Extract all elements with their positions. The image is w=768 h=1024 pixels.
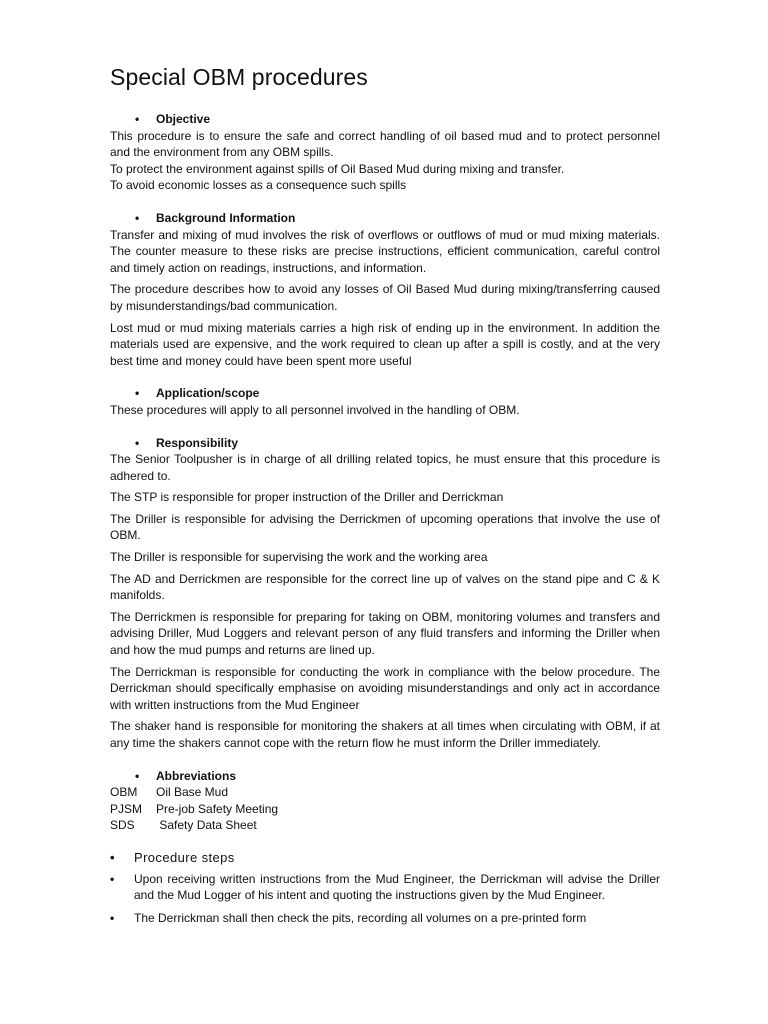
section-heading-abbreviations: • Abbreviations	[110, 768, 660, 785]
section-heading-background: • Background Information	[110, 210, 660, 227]
procedure-step: • The Derrickman shall then check the pits, recording all volumes on a pre-printed form	[110, 910, 587, 925]
abbreviation-value: Pre-job Safety Meeting	[156, 801, 279, 816]
scope-paragraph: These procedures will apply to all personnel involved in the handling of OBM.	[110, 402, 520, 417]
section-heading-objective: • Objective	[110, 111, 660, 128]
background-paragraph: The procedure describes how to avoid any losses of Oil Based Mud during mixing/transferring caused by misunderstandings/bad communication.	[110, 282, 660, 313]
abbreviation-value: Safety Data Sheet	[156, 818, 257, 833]
responsibility-paragraph: The Driller is responsible for advising the Derrickmen of upcoming operations that involve the use of OBM.	[110, 511, 660, 543]
background-paragraph: Transfer and mixing of mud involves the risk of overflows or outflows of mud or mud mixing materials. The counter measure to these risks are precise instructions, efficient communication, careful control and timely action on readings, instructions, and information.	[110, 227, 660, 275]
procedure-step: • Upon receiving written instructions from the Mud Engineer, the Derrickman will advise the Driller and the Mud Logger of his intent and quoting the instructions given by the Mud Engineer.	[110, 871, 660, 903]
abbreviation-key: OBM	[110, 785, 138, 800]
responsibility-paragraph: The AD and Derrickmen are responsible for the correct line up of valves on the stand pipe and C & K manifolds.	[110, 571, 660, 603]
abbreviation-value: Oil Base Mud	[156, 785, 229, 800]
abbreviation-row	[110, 801, 660, 818]
document-body	[110, 111, 660, 926]
background-paragraph: Lost mud or mud mixing materials carries a high risk of ending up in the environment. In addition the materials used are expensive, and the work required to clean up after a spill is costly, and at the very best time and money could have been spent more useful	[110, 320, 660, 368]
bullet-icon: •	[135, 768, 140, 783]
section-heading-responsibility: • Responsibility	[110, 435, 660, 452]
objective-line: To protect the environment against spills of Oil Based Mud during mixing and transfer.	[110, 161, 565, 176]
bullet-icon: •	[110, 871, 115, 886]
responsibility-paragraph: The Derrickman is responsible for conducting the work in compliance with the below procedure. The Derrickman should specifically emphasise on avoiding misunderstandings and only act in accordance with written instructions from the Mud Engineer	[110, 664, 660, 712]
abbreviation-key: PJSM	[110, 801, 143, 816]
bullet-icon: •	[110, 910, 115, 925]
section-heading-scope: • Application/scope	[110, 385, 660, 402]
bullet-icon: •	[135, 112, 140, 126]
abbreviation-key: SDS	[110, 818, 135, 833]
responsibility-paragraph: The STP is responsible for proper instruction of the Driller and Derrickman	[110, 490, 504, 505]
abbreviation-row	[110, 817, 660, 834]
bullet-icon: •	[135, 386, 140, 401]
responsibility-paragraph: The Senior Toolpusher is in charge of all drilling related topics, he must ensure that this procedure is adhered to.	[110, 452, 660, 483]
bullet-icon: •	[135, 210, 140, 225]
objective-line: This procedure is to ensure the safe and correct handling of oil based mud and to protect personnel and the environment from any OBM spills.	[110, 128, 660, 160]
bullet-icon: •	[135, 435, 140, 450]
bullet-icon: •	[110, 849, 115, 865]
document-title: Special OBM procedures	[110, 64, 368, 90]
abbreviation-row	[110, 784, 660, 801]
responsibility-paragraph: The shaker hand is responsible for monitoring the shakers at all times when circulating with OBM, if at any time the shakers cannot cope with the return flow he must inform the Driller immediately.	[110, 719, 660, 750]
responsibility-paragraph: The Driller is responsible for supervising the work and the working area	[110, 550, 488, 565]
objective-line: To avoid economic losses as a consequence such spills	[110, 178, 407, 193]
section-heading-procedure-steps: • Procedure steps	[110, 849, 235, 865]
responsibility-paragraph: The Derrickmen is responsible for preparing for taking on OBM, monitoring volumes and transfers and advising Driller, Mud Loggers and relevant person of any fluid transfers and informing the Driller when and how the mud pumps and returns are lined up.	[110, 609, 660, 658]
